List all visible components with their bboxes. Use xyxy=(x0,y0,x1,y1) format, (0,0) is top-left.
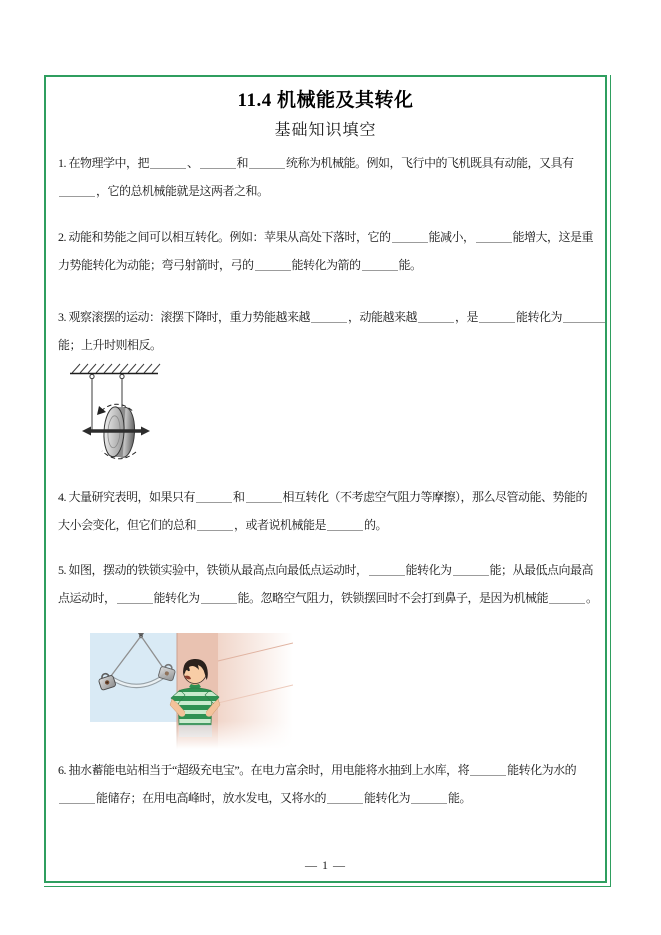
question-6-line-2: 能储存；在用电高峰时，放水发电，又将水的 能转化为 能。 xyxy=(58,784,593,812)
question-6 xyxy=(58,756,593,812)
fill-in-blank xyxy=(476,240,512,243)
rolling-pendulum-svg xyxy=(68,361,168,465)
iron-lock-pendulum-svg xyxy=(88,633,293,749)
fill-in-blank xyxy=(470,773,506,776)
fill-in-blank xyxy=(418,320,454,323)
page-title: 11.4 机械能及其转化 xyxy=(237,90,414,111)
question-3 xyxy=(58,303,593,359)
fill-in-blank xyxy=(246,500,282,503)
rolling-pendulum-figure xyxy=(68,361,593,465)
rotation-arrow xyxy=(97,406,106,415)
question-2-line-1: 2. 动能和势能之间可以相互转化。例如：苹果从高处下落时，它的 能减小， 能增大，这是重 xyxy=(58,230,594,244)
question-2 xyxy=(58,223,593,279)
fill-in-blank xyxy=(453,573,489,576)
fill-in-blank xyxy=(392,240,428,243)
question-1-line-1: 1. 在物理学中，把 、 和 统称为机械能。例如，飞行中的飞机既具有动能，又具有 xyxy=(58,156,574,170)
hooks xyxy=(90,374,124,378)
fill-in-blank xyxy=(200,166,236,169)
fill-in-blank xyxy=(150,166,186,169)
fill-in-blank xyxy=(479,320,515,323)
fill-in-blank xyxy=(549,601,585,604)
question-1 xyxy=(58,149,593,205)
question-5 xyxy=(58,556,598,612)
question-3-line-1: 3. 观察滚摆的运动：滚摆下降时，重力势能越来越 ，动能越来越 ，是 能转化为 xyxy=(58,303,593,331)
question-5-line-2: 点运动时， 能转化为 能。忽略空气阻力，铁锁摆回时不会打到鼻子，是因为机械能 。 xyxy=(58,591,598,605)
question-4 xyxy=(58,483,593,539)
question-4-line-1: 4. 大量研究表明，如果只有 和 相互转化（不考虑空气阻力等摩擦），那么尽管动能、势能的 xyxy=(58,490,588,504)
iron-lock-pendulum-figure xyxy=(88,633,593,749)
fill-in-blank xyxy=(369,573,405,576)
fill-in-blank xyxy=(362,268,398,271)
question-2-line-2: 力势能转化为动能；弯弓射箭时，弓的 能转化为箭的 能。 xyxy=(58,258,422,272)
fill-in-blank xyxy=(59,194,95,197)
fill-in-blank xyxy=(197,528,233,531)
fill-in-blank xyxy=(327,528,363,531)
fill-in-blank xyxy=(117,601,153,604)
fill-in-blank xyxy=(255,268,291,271)
fill-in-blank xyxy=(59,801,95,804)
fill-in-blank xyxy=(249,166,285,169)
worksheet-page-inner xyxy=(44,75,607,883)
fill-in-blank xyxy=(311,320,347,323)
bottom-fade xyxy=(88,721,293,749)
fill-in-blank xyxy=(327,801,363,804)
page-number: — 1 — xyxy=(305,858,346,872)
fill-in-blank xyxy=(201,601,237,604)
question-3-line-2: 能；上升时则相反。 xyxy=(58,338,162,352)
worksheet-page xyxy=(44,75,611,887)
fill-in-blank xyxy=(196,500,232,503)
ceiling-hatching xyxy=(72,364,160,373)
question-4-line-2: 大小会变化，但它们的总和 ，或者说机械能是 的。 xyxy=(58,518,388,532)
fill-in-blank xyxy=(563,320,605,323)
question-6-line-1: 6. 抽水蓄能电站相当于“超级充电宝”。在电力富余时，用电能将水抽到上水库，将 能转化为水的 xyxy=(58,763,577,777)
fill-in-blank xyxy=(411,801,447,804)
question-5-line-1: 5. 如图，摆动的铁锁实验中，铁锁从最高点向最低点运动时， 能转化为 能；从最低点向最高 xyxy=(58,563,594,577)
page-subtitle: 基础知识填空 xyxy=(274,122,377,139)
question-1-line-2: ，它的总机械能就是这两者之和。 xyxy=(58,177,593,205)
